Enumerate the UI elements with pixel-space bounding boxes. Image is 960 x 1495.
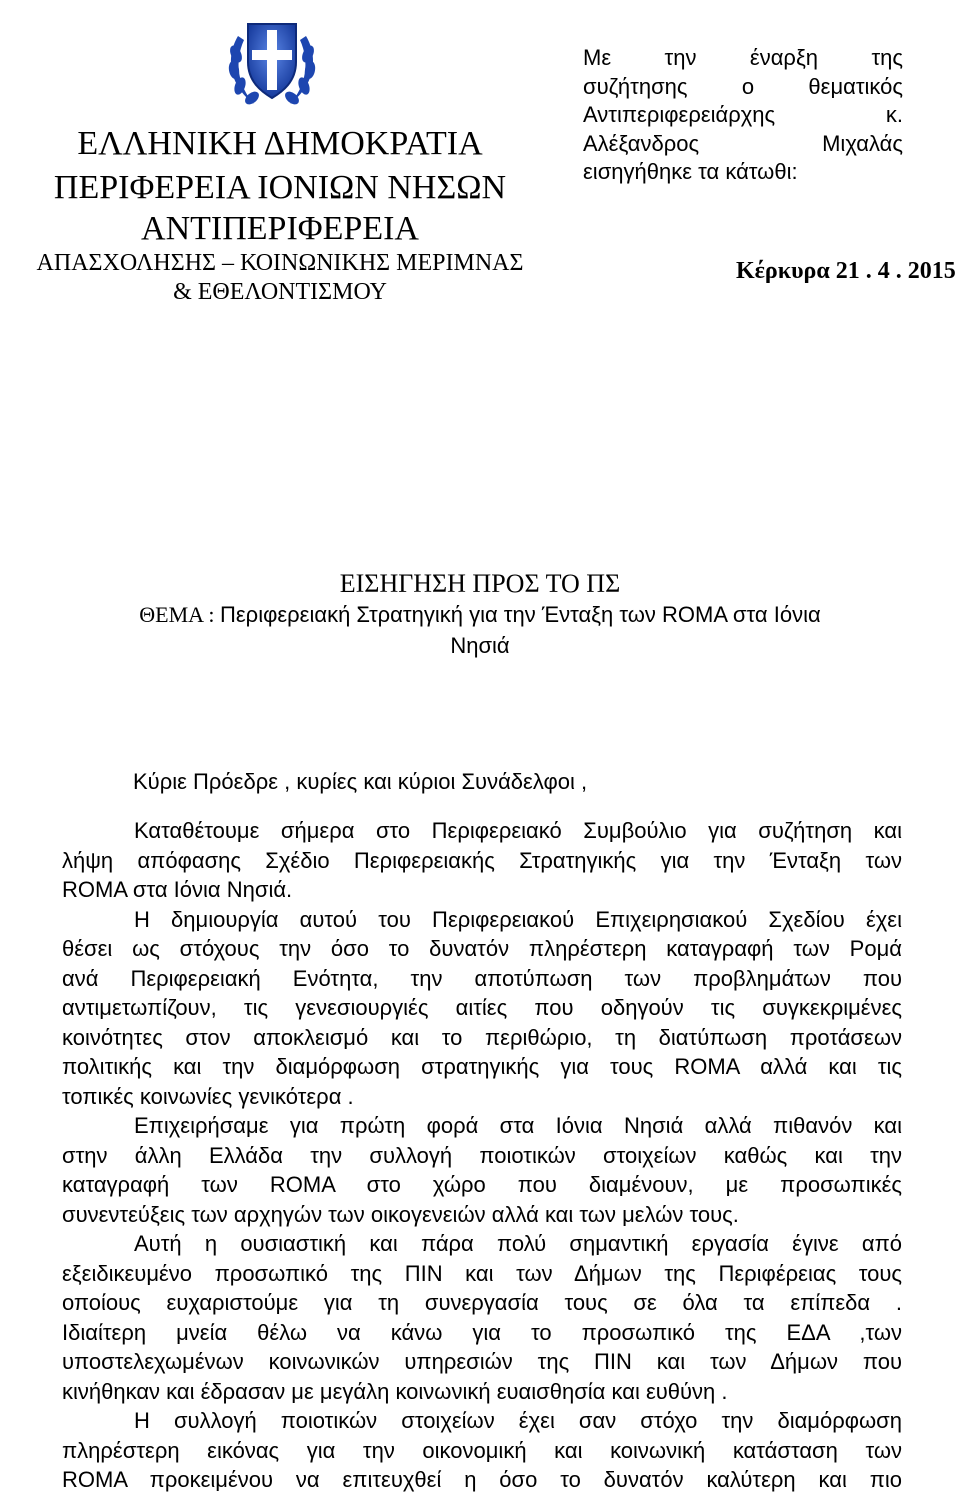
subject-text-cont: Νησιά	[450, 633, 510, 658]
header-department-cont: & ΕΘΕΛΟΝΤΙΣΜΟΥ	[173, 279, 387, 305]
document-subject	[0, 600, 960, 630]
body-line: ROMA προκειμένου να επιτευχθεί η όσο το δυνατόν καλύτερη και πιο	[62, 1467, 902, 1492]
body-line: καταγραφή των ROMA στο χώρο που διαμένουν, με προσωπικές	[62, 1172, 902, 1197]
header-country: ΕΛΛΗΝΙΚΗ ΔΗΜΟΚΡΑΤΙΑ	[77, 125, 483, 162]
document-title: ΕΙΣΗΓΗΣΗ ΠΡΟΣ ΤΟ ΠΣ	[339, 569, 621, 598]
header-department: ΑΠΑΣΧΟΛΗΣΗΣ – ΚΟΙΝΩΝΙΚΗΣ ΜΕΡΙΜΝΑΣ	[36, 250, 524, 276]
intro-line: εισηγήθηκε τα κάτωθι:	[583, 159, 798, 185]
intro-paragraph	[583, 44, 903, 187]
intro-line: Με την έναρξη της	[583, 45, 903, 70]
body-line: Επιχειρήσαμε για πρώτη φορά στα Ιόνια Νησιά αλλά πιθανόν και	[134, 1113, 902, 1138]
body-line: λήψη απόφασης Σχέδιο Περιφερειακής Στρατηγικής για την Ένταξη των	[62, 847, 902, 873]
body-line: Η δημιουργία αυτού του Περιφερειακού Επιχειρησιακού Σχεδίου έχει	[134, 906, 902, 932]
body-line: πληρέστερη εικόνας για την οικονομική και κοινωνική κατάσταση των	[62, 1437, 902, 1463]
header-vice-region: ΑΝΤΙΠΕΡΙΦΕΡΕΙΑ	[141, 210, 419, 247]
intro-line: Αντιπεριφερειάρχης κ.	[583, 102, 903, 128]
body-line: κινήθηκαν και έδρασαν με μεγάλη κοινωνική ευαισθησία και ευθύνη .	[62, 1378, 728, 1404]
body-line: πολιτικής και την διαμόρφωση στρατηγικής για τους ROMA αλλά και τις	[62, 1054, 902, 1079]
body-line: αντιμετωπίζουν, τις γενεσιουργιές αιτίες που οδηγούν τις συγκεκριμένες	[62, 995, 902, 1020]
salutation: Κύριε Πρόεδρε , κυρίες και κύριοι Συνάδελφοι ,	[133, 769, 588, 794]
body-line: υποστελεχωμένων κοινωνικών υπηρεσιών της ΠΙΝ και των Δήμων που	[62, 1349, 902, 1374]
intro-line: Αλέξανδρος Μιχαλάς	[583, 130, 903, 156]
body-line: ανά Περιφερειακή Ενότητα, την αποτύπωση των προβλημάτων που	[62, 965, 902, 991]
body-line: Ιδιαίτερη μνεία θέλω να κάνω για το προσωπικό της ΕΔΑ ,των	[62, 1319, 902, 1345]
body-line: οποίους ευχαριστούμε για τη συνεργασία τους σε όλα τα επίπεδα .	[62, 1290, 902, 1315]
body-line: θέσει ως στόχους την όσο το δυνατόν πληρέστερη καταγραφή των Ρομά	[62, 936, 902, 961]
greek-coat-of-arms-icon	[218, 6, 326, 114]
body-line: ROMA στα Ιόνια Νησιά.	[62, 877, 293, 902]
intro-line: συζήτησης ο θεματικός	[583, 73, 903, 99]
body-line: εξειδικευμένο προσωπικό της ΠΙΝ και των Δήμων της Περιφέρειας τους	[62, 1260, 902, 1286]
body-line: στην άλλη Ελλάδα την συλλογή ποιοτικών στοιχείων καθώς και την	[62, 1142, 902, 1168]
body-line: Αυτή η ουσιαστική και πάρα πολύ σημαντική εργασία έγινε από	[134, 1231, 902, 1256]
header-region: ΠΕΡΙΦΕΡΕΙΑ ΙΟΝΙΩΝ ΝΗΣΩΝ	[53, 169, 507, 206]
body-line: κοινότητες στον αποκλεισμό και το περιθώριο, τη διατύπωση προτάσεων	[62, 1024, 902, 1050]
document-date: Κέρκυρα 21 . 4 . 2015	[736, 258, 956, 284]
body-line: Καταθέτουμε σήμερα στο Περιφερειακό Συμβούλιο για συζήτηση και	[134, 818, 902, 843]
subject-text: Περιφερειακή Στρατηγική για την Ένταξη των ROMA στα Ιόνια	[219, 602, 821, 627]
document-body	[62, 816, 902, 1495]
body-line: Η συλλογή ποιοτικών στοιχείων έχει σαν στόχο την διαμόρφωση	[134, 1408, 902, 1433]
body-line: συνεντεύξεις των αρχηγών των οικογενειών αλλά και των μελών τους.	[62, 1201, 739, 1227]
body-line: τοπικές κοινωνίες γενικότερα .	[62, 1083, 354, 1109]
subject-label: ΘΕΜΑ :	[139, 602, 215, 627]
